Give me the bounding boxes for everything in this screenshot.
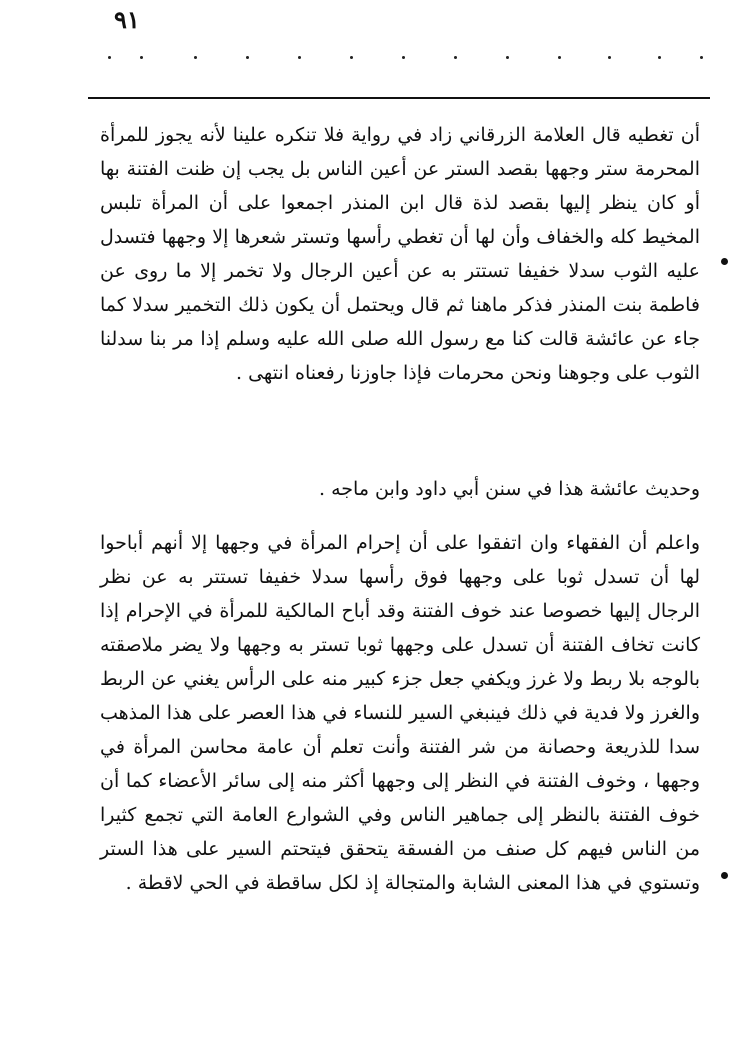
header-dot (608, 56, 611, 59)
scan-mark (721, 258, 728, 265)
header-dot (246, 56, 249, 59)
paragraph: وحديث عائشة هذا في سنن أبي داود وابن ماجه . (319, 478, 700, 500)
header-dot (454, 56, 457, 59)
header-dot (194, 56, 197, 59)
header-dot (350, 56, 353, 59)
header-rule (88, 97, 710, 99)
scan-mark (721, 872, 728, 879)
header-dot (558, 56, 561, 59)
paragraph: واعلم أن الفقهاء وان اتفقوا على أن إحرام المرأة في وجهها إلا أنهم أباحوا لها أن تسدل ثوبا على وجهها فوق رأسها سدلا خفيفا تستتر به عن نظر الرجال إليها خصوصا عند خوف الفتنة وقد أباح المالكية للمرأة في الإحرام إذا كانت تخاف الفتنة أن تسدل على وجهها ثوبا تستر به وجهها ولا يضر ملاصقته بالوجه بلا ربط ولا غرز ويكفي جعل جزء كبير منه على الرأس يغني عن الربط والغرز ولا فدية في ذلك فينبغي السير للنساء في هذا العصر على هذا المذهب سدا للذريعة وحصانة من شر الفتنة وأنت تعلم أن عامة محاسن المرأة في وجهها ، وخوف الفتنة في النظر إلى وجهها أكثر منه إلى سائر الأعضاء كما أن خوف الفتنة بالنظر إلى جماهير الناس وفي الشوارع العامة التي تجمع كثيرا من الناس فيهم كل صنف من الفسقة يتحقق فيتحتم السير على هذا الستر وتستوي في هذا المعنى الشابة والمتجالة إذ لكل ساقطة في الحي لاقطة . (100, 532, 700, 894)
page-number: ٩١ (114, 5, 140, 34)
header-dot (658, 56, 661, 59)
header-dot (506, 56, 509, 59)
paragraph: أن تغطيه قال العلامة الزرقاني زاد في رواية فلا تنكره علينا لأنه يجوز للمرأة المحرمة ستر وجهها بقصد الستر عن أعين الناس بل يجب إن ظنت الفتنة بها أو كان ينظر إليها بقصد لذة قال ابن المنذر اجمعوا على أن المرأة تلبس المخيط كله والخفاف وأن لها أن تغطي رأسها وتستر شعرها إلا وجهها فتسدل عليه الثوب سدلا خفيفا تستتر به عن أعين الرجال ولا تخمر إلا ما روى عن فاطمة بنت المنذر فذكر ماهنا ثم قال ويحتمل أن يكون ذلك التخمير سدلا كما جاء عن عائشة قالت كنا مع رسول الله صلى الله عليه وسلم إذا مر بنا سدلنا الثوب على وجوهنا ونحن محرمات فإذا جاوزنا رفعناه انتهى . (100, 124, 700, 384)
header-dot (700, 56, 703, 59)
header-dot (298, 56, 301, 59)
header-dot (108, 56, 111, 59)
header-dot (402, 56, 405, 59)
header-dots (0, 56, 731, 64)
header-dot (140, 56, 143, 59)
